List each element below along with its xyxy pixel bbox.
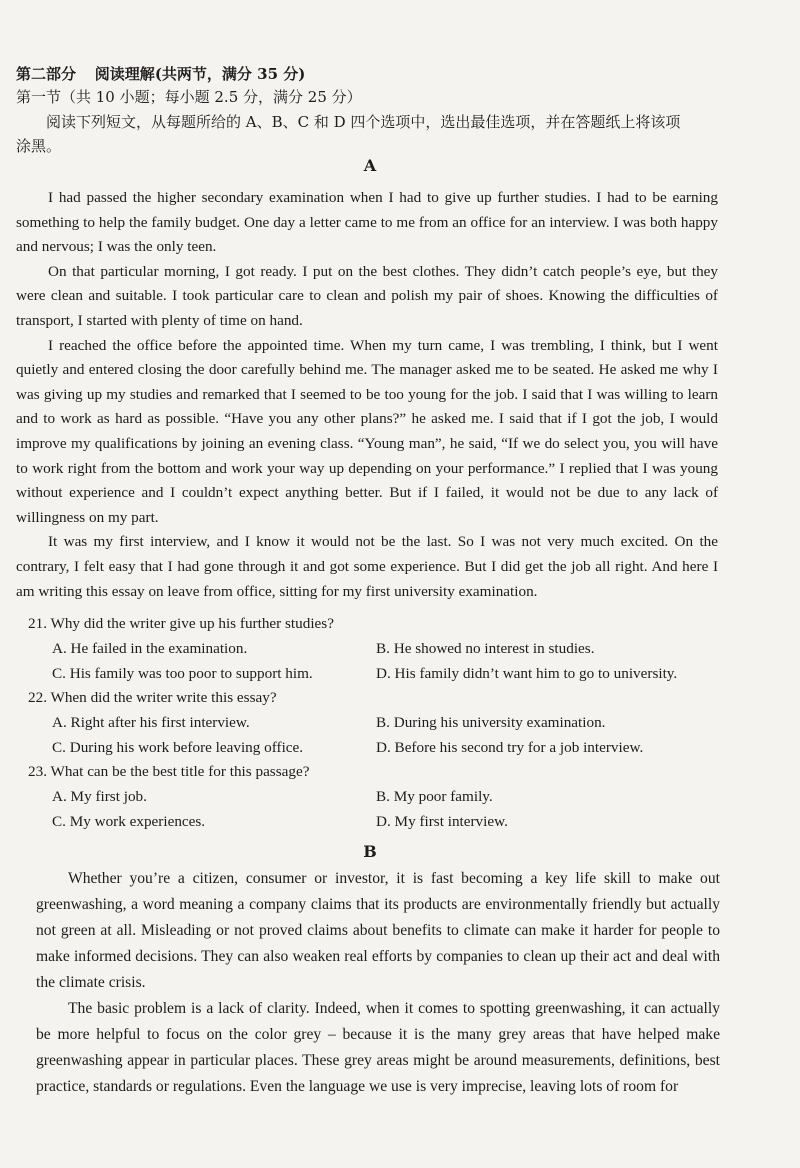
part-header xyxy=(16,64,305,84)
passage-a-paragraph: I had passed the higher secondary examination when I had to give up further studies. I had to be earning something to help the family budget. One day a letter came to me from an office for an interview. I was both happy and nervous; I was the only teen. xyxy=(16,189,718,256)
option: B. He showed no interest in studies. xyxy=(376,640,595,657)
option: B. During his university examination. xyxy=(376,714,606,731)
instruction-line-2: 涂黑。 xyxy=(16,137,62,155)
question-stem: 22. When did the writer write this essay? xyxy=(28,689,277,706)
question-stem: 23. What can be the best title for this passage? xyxy=(28,763,310,780)
option: C. During his work before leaving office. xyxy=(52,739,304,756)
option: D. Before his second try for a job interview. xyxy=(376,739,644,756)
passage-a-label: A xyxy=(363,156,377,175)
part-title: 阅读理解 xyxy=(94,65,155,83)
instruction-line-1: 阅读下列短文，从每题所给的 A、B、C 和 D 四个选项中，选出最佳选项，并在答题纸上将该项 xyxy=(46,113,681,131)
question xyxy=(28,686,728,760)
option: A. My first job. xyxy=(52,788,147,805)
question-stem: 21. Why did the writer give up his further studies? xyxy=(28,615,334,632)
option: D. His family didn’t want him to go to university. xyxy=(376,665,678,682)
option: D. My first interview. xyxy=(376,813,508,830)
option: A. Right after his first interview. xyxy=(52,714,250,731)
passage-b-paragraph: The basic problem is a lack of clarity. Indeed, when it comes to spotting greenwashing, it can actually be more helpful to focus on the color grey – because it is the many grey areas that have helped make greenwashing appear in particular places. These grey areas might be around measurements, definitions, best practice, standards or regulations. Even the language we use is very imprecise, leaving lots of room for xyxy=(36,1000,720,1095)
option: C. My work experiences. xyxy=(52,813,206,830)
option: A. He failed in the examination. xyxy=(52,640,248,657)
passage-a-paragraph: I reached the office before the appointed time. When my turn came, I was trembling, I think, but I went quietly and entered closing the door carefully behind me. The manager asked me to be seated. He asked me why I was giving up my studies and remarked that I seemed to be too young for the job. I said that I was willing to learn and to work as hard as possible. “Have you any other plans?” he asked me. I said that if I got the job, I would improve my qualifications by joining an evening class. “Young man”, he said, “If we do select you, you will have to work right from the bottom and work your way up depending on your performance.” I replied that I was young without experience and I couldn’t expect anything better. But if I failed, it would not be due to any lack of willingness on my part. xyxy=(16,336,718,526)
part-label: 第二部分 xyxy=(16,65,77,83)
option: B. My poor family. xyxy=(376,788,493,805)
question xyxy=(28,612,728,686)
passage-a-paragraph: On that particular morning, I got ready. I put on the best clothes. They didn’t catch people’s eye, but they were clean and suitable. I took particular care to clean and polish my pair of shoes. Knowing the difficulties of transport, I started with plenty of time on hand. xyxy=(16,262,718,329)
passage-a-paragraph: It was my first interview, and I know it would not be the last. So I was not very much excited. On the contrary, I felt easy that I had gone through it and got some experience. But I did get the job all right. And here I am writing this essay on leave from office, sitting for my first university examination. xyxy=(16,533,718,600)
question xyxy=(28,760,728,834)
passage-b-label: B xyxy=(363,842,377,861)
section-header: 第一节（共 10 小题；每小题 2.5 分，满分 25 分） xyxy=(16,88,362,106)
option: C. His family was too poor to support him. xyxy=(52,665,313,682)
part-score: (共两节，满分 35 分) xyxy=(154,65,306,83)
passage-b xyxy=(36,866,720,1100)
passage-a xyxy=(16,186,718,604)
passage-b-paragraph: Whether you’re a citizen, consumer or investor, it is fast becoming a key life skill to make out greenwashing, a word meaning a company claims that its products are environmentally friendly but actually not green at all. Misleading or not proved claims about benefits to climate can make it harder for people to make informed decisions. They can also weaken real efforts by companies to clean up their act and deal with the climate crisis. xyxy=(36,870,720,991)
question-list xyxy=(28,612,728,834)
